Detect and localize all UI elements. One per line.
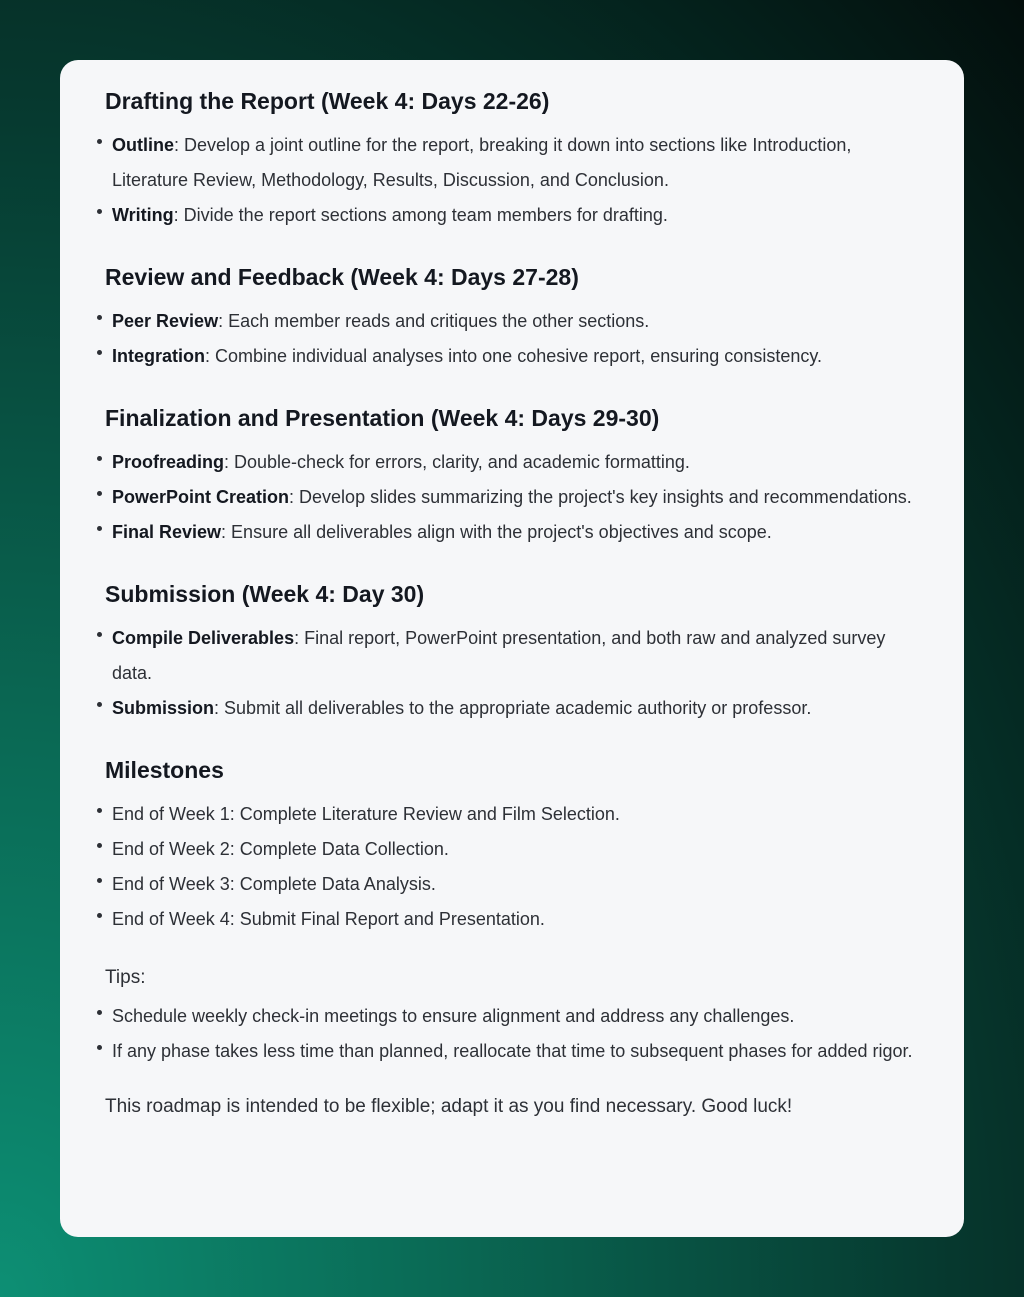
bullet-list [105,128,920,233]
item-text: : Ensure all deliverables align with the project's objectives and scope. [221,522,772,542]
list-item: End of Week 1: Complete Literature Review and Film Selection. [105,797,920,832]
item-term: Outline [112,135,174,155]
item-term: Integration [112,346,205,366]
item-text: : Double-check for errors, clarity, and academic formatting. [224,452,690,472]
item-term: Writing [112,205,174,225]
section-heading: Finalization and Presentation (Week 4: Days 29-30) [105,405,660,431]
list-item [105,198,920,233]
list-item: If any phase takes less time than planned, reallocate that time to subsequent phases for added rigor. [105,1034,920,1069]
tips-list [105,999,920,1069]
list-item [105,691,920,726]
item-term: Compile Deliverables [112,628,295,648]
item-term: Final Review [112,522,222,542]
list-item [105,480,920,515]
item-text: : Submit all deliverables to the appropriate academic authority or professor. [214,698,812,718]
section-review [105,262,920,374]
item-text: : Combine individual analyses into one cohesive report, ensuring consistency. [205,346,823,366]
item-term: Proofreading [112,452,225,472]
list-item: End of Week 3: Complete Data Analysis. [105,867,920,902]
closing-text: This roadmap is intended to be flexible; adapt it as you find necessary. Good luck! [105,1096,793,1117]
section-milestones [105,755,920,937]
item-text: : Final report, PowerPoint presentation, and both raw and analyzed survey data. [112,628,886,683]
section-heading: Review and Feedback (Week 4: Days 27-28) [105,264,579,290]
section-finalization [105,403,920,550]
tips-heading: Tips: [105,967,146,988]
list-item: End of Week 4: Submit Final Report and Presentation. [105,902,920,937]
item-text: : Divide the report sections among team members for drafting. [173,205,668,225]
item-term: Peer Review [112,311,219,331]
section-drafting [105,86,920,233]
bullet-list [105,797,920,937]
item-term: PowerPoint Creation [112,487,290,507]
section-submission [105,579,920,726]
bullet-list [105,621,920,726]
item-text: : Each member reads and critiques the other sections. [218,311,650,331]
section-heading: Drafting the Report (Week 4: Days 22-26) [105,88,550,114]
list-item [105,515,920,550]
list-item: End of Week 2: Complete Data Collection. [105,832,920,867]
bullet-list [105,304,920,374]
list-item [105,128,920,198]
message-card [60,60,964,1237]
section-heading: Milestones [105,757,224,783]
section-heading: Submission (Week 4: Day 30) [105,581,425,607]
list-item [105,304,920,339]
item-text: : Develop a joint outline for the report, breaking it down into sections like Introduction, Literature Review, Methodology, Results, Discussion, and Conclusion. [112,135,852,190]
list-item [105,621,920,691]
list-item: Schedule weekly check-in meetings to ensure alignment and address any challenges. [105,999,920,1034]
bullet-list [105,445,920,550]
list-item [105,445,920,480]
list-item [105,339,920,374]
item-term: Submission [112,698,215,718]
item-text: : Develop slides summarizing the project's key insights and recommendations. [289,487,912,507]
